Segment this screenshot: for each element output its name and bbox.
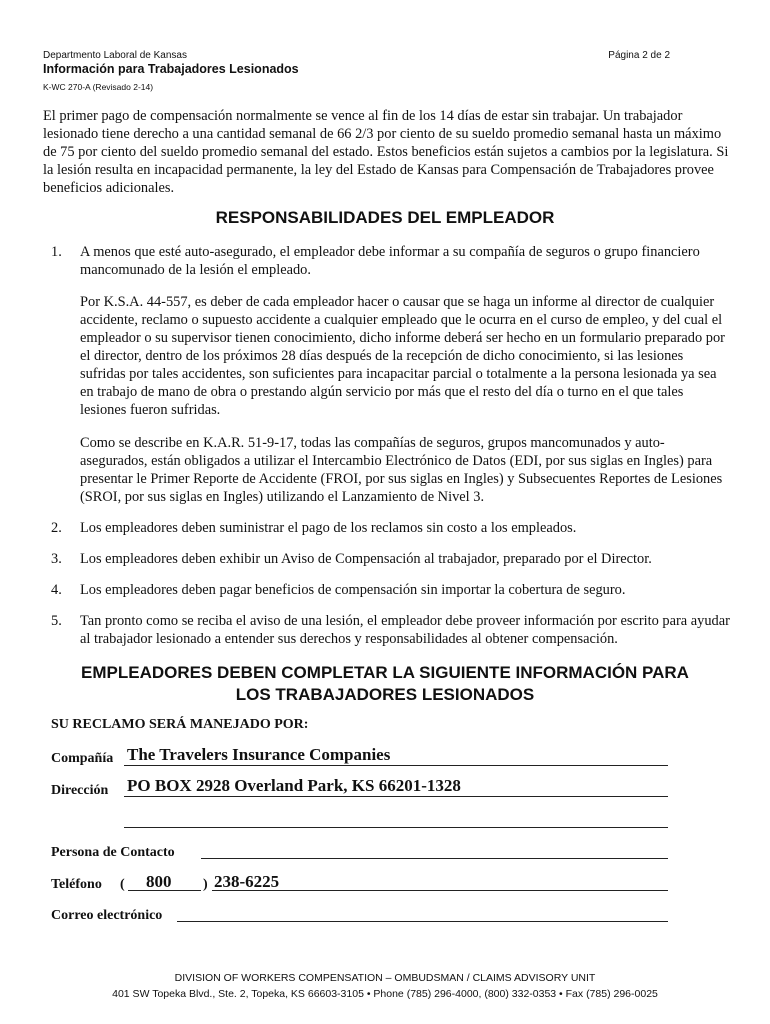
form-title: Información para Trabajadores Lesionados bbox=[43, 62, 299, 76]
email-label: Correo electrónico bbox=[51, 908, 163, 923]
page-header bbox=[43, 50, 670, 92]
list-number: 4. bbox=[51, 582, 62, 598]
list-text: Los empleadores deben exhibir un Aviso de Compensación al trabajador, preparado por el Director. bbox=[80, 551, 652, 567]
phone-number-field[interactable]: 238-6225 bbox=[214, 872, 280, 891]
kar-paragraph: Como se describe en K.A.R. 51-9-17, todas las compañías de seguros, grupos mancomunados y auto-asegurados, están obligados a utilizar el Intercambio Electrónico de Datos (EDI, por sus siglas en Ingles) para presentar le Primer Reporte de Accidente (FROI, por sus siglas en Ingles) y Subsecuentes Reportes de Lesiones (SROI, por sus siglas en Ingles) utilizando el Lanzamiento de Nivel 3. bbox=[80, 435, 723, 505]
list-text: A menos que esté auto-asegurado, el empleador debe informar a su compañía de seguros o grupo financiero mancomunado de la lesión el empleado. bbox=[80, 244, 700, 278]
intro-paragraph: El primer pago de compensación normalmente se vence al fin de los 14 días de estar sin trabajar. Un trabajador lesionado tiene derecho a una cantidad semanal de 66 2/3 por ciento de su sueldo promedio semanal hasta un máximo de 75 por ciento del sueldo promedio semanal del estado. Estos beneficios están sujetos a cambios por la legislatura. Si la lesión resulta en incapacidad permanente, la ley del Estado de Kansas para Compensación de Trabajadores provee beneficios adicionales. bbox=[43, 108, 729, 196]
page-number: Página 2 de 2 bbox=[608, 50, 670, 61]
phone-area-code-field[interactable]: 800 bbox=[146, 872, 172, 891]
contact-person-label: Persona de Contacto bbox=[51, 845, 175, 860]
company-field-line bbox=[124, 765, 668, 766]
list-number: 5. bbox=[51, 613, 62, 629]
list-item bbox=[51, 243, 731, 279]
company-field[interactable]: The Travelers Insurance Companies bbox=[127, 745, 391, 764]
department-name: Departmento Laboral de Kansas bbox=[43, 50, 187, 61]
heading-line-1: EMPLEADORES DEBEN COMPLETAR LA SIGUIENTE INFORMACIÓN PARA bbox=[81, 663, 689, 682]
list-item bbox=[51, 581, 731, 599]
list-text: Los empleadores deben pagar beneficios de compensación sin importar la cobertura de seguro. bbox=[80, 582, 626, 598]
ksa-paragraph: Por K.S.A. 44-557, es deber de cada empleador hacer o causar que se haga un informe al director de cualquier accidente, reclamo o supuesto accidente a cualquier empleado que le ocurra en el curso de empleo, y del cual el empleador o su supervisor tienen conocimiento, dicho informe deberá ser hecho en un formulario preparado por el director, dentro de los próximos 28 días después de la recepción de dicho conocimiento, si las lesiones sufridas por tales accidentes, son suficientes para incapacitar parcial o totalmente a la persona lesionada ya sea en trabajo de mano de obra o prestando algún servicio por más que el resto del día o turno en el que tales lesiones fueron sufridas. bbox=[80, 294, 725, 418]
section-heading-employer-info bbox=[0, 662, 770, 706]
address-label: Dirección bbox=[51, 783, 109, 798]
company-label: Compañía bbox=[51, 751, 114, 766]
list-number: 1. bbox=[51, 244, 62, 260]
email-field[interactable] bbox=[177, 921, 668, 922]
section-heading-responsibilities: RESPONSABILIDADES DEL EMPLEADOR bbox=[215, 208, 555, 227]
list-item bbox=[51, 550, 731, 568]
list-text: Los empleadores deben suministrar el pago de los reclamos sin costo a los empleados. bbox=[80, 520, 577, 536]
heading-line-2: LOS TRABAJADORES LESIONADOS bbox=[235, 685, 535, 704]
address-field-line bbox=[124, 796, 668, 797]
claim-handled-by-label: SU RECLAMO SERÁ MANEJADO POR: bbox=[51, 717, 309, 732]
phone-open-paren: ( bbox=[120, 877, 125, 892]
address-line-2-field[interactable] bbox=[124, 827, 668, 828]
contact-person-field[interactable] bbox=[201, 858, 668, 859]
list-number: 3. bbox=[51, 551, 62, 567]
list-item bbox=[51, 519, 731, 537]
footer-address: 401 SW Topeka Blvd., Ste. 2, Topeka, KS 66603-3105 • Phone (785) 296-4000, (800) 332-0353 • Fax (785) 296-0025 bbox=[112, 988, 658, 1000]
address-field[interactable]: PO BOX 2928 Overland Park, KS 66201-1328 bbox=[127, 776, 461, 795]
phone-number-line bbox=[212, 890, 668, 891]
list-item bbox=[51, 612, 731, 648]
phone-label: Teléfono bbox=[51, 877, 102, 892]
footer-division: DIVISION OF WORKERS COMPENSATION – OMBUDSMAN / CLAIMS ADVISORY UNIT bbox=[174, 972, 596, 984]
list-text: Tan pronto como se reciba el aviso de una lesión, el empleador debe proveer información por escrito para ayudar al trabajador lesionado a entender sus derechos y responsabilidades al obtener compensación. bbox=[80, 613, 730, 647]
form-code: K-WC 270-A (Revisado 2-14) bbox=[43, 82, 154, 92]
phone-close-paren: ) bbox=[203, 877, 208, 892]
page-footer bbox=[0, 970, 770, 1002]
list-number: 2. bbox=[51, 520, 62, 536]
